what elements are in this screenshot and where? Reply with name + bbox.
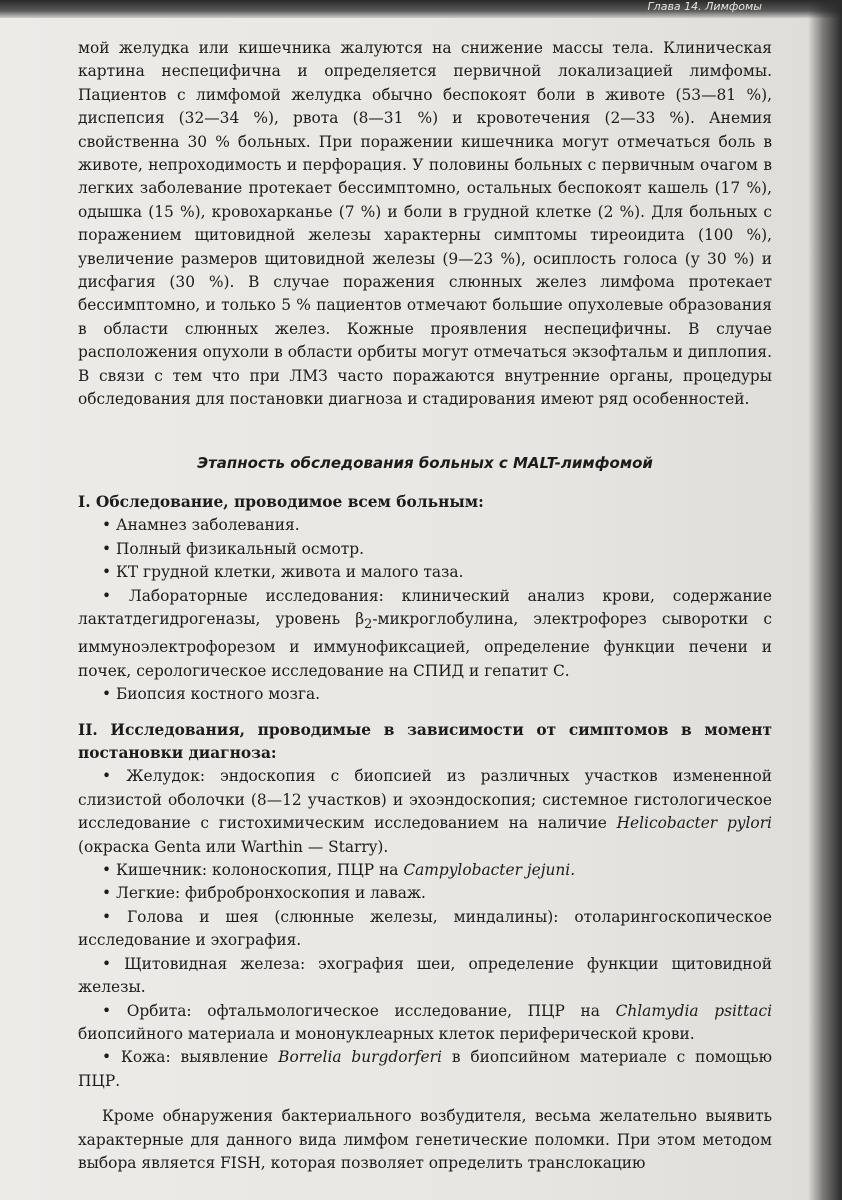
skin-end: в биопсийном материале с помощью ПЦР. (78, 1048, 772, 1090)
organism-name: Campylobacter jejuni. (403, 861, 576, 880)
intestine-item (78, 859, 772, 882)
organism-name: Borrelia burgdorferi (278, 1048, 442, 1067)
thyroid-item: • Щитовидная железа: эхография шеи, определение функции щитовидной железы. (78, 954, 772, 997)
orbit-item (78, 1000, 772, 1047)
section-title: Этапность обследования больных с MALT-лимфомой (197, 453, 653, 472)
spacer (78, 1093, 772, 1105)
lab-text: • Лабораторные исследования: клинический анализ крови, содержание лактатдегидрогеназы, уровень (78, 586, 772, 628)
head-neck-item: • Голова и шея (слюнные железы, миндалины): отоларингоскопическое исследование и эхография. (78, 907, 772, 950)
stomach-item (78, 765, 772, 859)
list-item: • Анамнез заболевания. (102, 516, 300, 535)
part1-heading: I. Обследование, проводимое всем больным: (78, 492, 484, 511)
orbit-text: • Орбита: офтальмологическое исследование, ПЦР на (102, 1001, 600, 1020)
page-edge-shadow (808, 0, 842, 1200)
spacer (78, 707, 772, 719)
skin-text: • Кожа: выявление (102, 1048, 269, 1067)
lab-text-2: -микроглобулина, электрофорез сыворотки с иммуноэлектрофорезом и иммунофиксацией, определение функции печени и почек, серологическое исследование на СПИД и гепатит С. (78, 609, 772, 680)
organism-name: Helicobacter pylori (616, 814, 772, 833)
list-item: • Биопсия костного мозга. (102, 685, 321, 704)
list-item: • КТ грудной клетки, живота и малого таза. (102, 563, 464, 582)
organism-name: Chlamydia psittaci (615, 1001, 772, 1020)
final-paragraph: Кроме обнаружения бактериального возбудителя, весьма желательно выявить характерные для данного вида лимфом генетические поломки. При этом методом выбора является FISH, которая позволяет определить транслокацию (78, 1107, 772, 1172)
part2-heading: II. Исследования, проводимые в зависимости от симптомов в момент постановки диагноза: (78, 720, 772, 763)
orbit-end: биопсийного материала и мононуклеарных клеток периферической крови. (78, 1024, 695, 1043)
beta-subscript: 2 (364, 617, 373, 633)
stomach-end: (окраска Genta или Warthin — Starry). (78, 837, 389, 856)
stomach-text: • Желудок: эндоскопия с биопсией из различных участков измененной слизистой оболочки (8—12 участков) и эхоэндоскопия; системное гистологическое исследование с гистохимическим исследованием на наличие (78, 767, 772, 833)
beta-symbol: β (355, 609, 365, 628)
running-head: Глава 14. Лимфомы (647, 0, 762, 13)
intestine-text: • Кишечник: колоноскопия, ПЦР на (102, 861, 399, 880)
intro-paragraph: мой желудка или кишечника жалуются на снижение массы тела. Клиническая картина неспецифична и определяется первичной локализацией лимфомы. Пациентов с лимфомой желудка обычно беспокоят боли в животе (53—81 %), диспепсия (32—34 %), рвота (8—31 %) и кровотечения (2—33 %). Анемия свойственна 30 % больных. При поражении кишечника могут отмечаться боль в животе, непроходимость и перфорация. У половины больных с первичным очагом в легких заболевание протекает бессимптомно, остальных беспокоят кашель (17 %), одышка (15 %), кровохарканье (7 %) и боли в грудной клетке (2 %). Для больных с поражением щитовидной железы характерны симптомы тиреоидита (100 %), увеличение размеров щитовидной железы (9—23 %), осиплость голоса (у 30 %) и дисфагия (30 %). В случае поражения слюнных желез лимфома протекает бессимптомно, и только 5 % пациентов отмечают большие опухолевые образования в области слюнных желез. Кожные проявления неспецифичны. В случае расположения опухоли в области орбиты могут отмечаться экзофтальм и диплопия. В связи с тем что при ЛМЗ часто поражаются внутренние органы, процедуры обследования для постановки диагноза и стадирования имеют ряд особенностей. (78, 39, 772, 409)
list-item: • Полный физикальный осмотр. (102, 539, 365, 558)
skin-item (78, 1046, 772, 1093)
page-content (78, 37, 772, 1175)
lungs-item: • Легкие: фибробронхоскопия и лаваж. (102, 884, 426, 903)
lab-tests-item (78, 585, 772, 684)
